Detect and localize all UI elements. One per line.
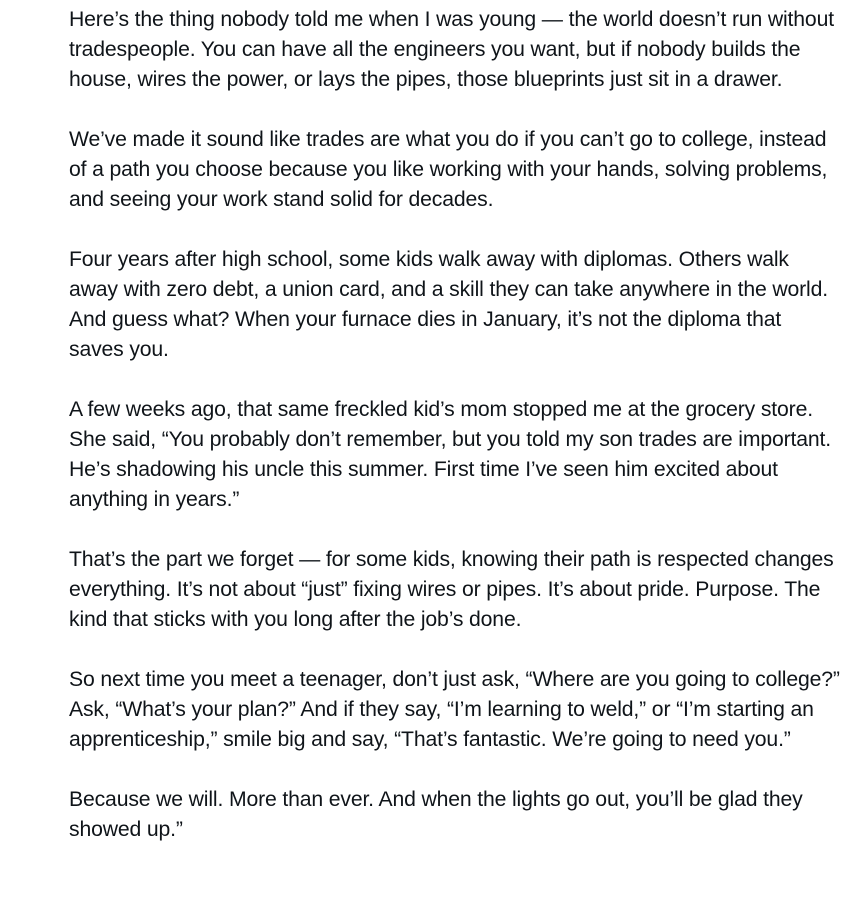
post-paragraph-6: So next time you meet a teenager, don’t just ask, “Where are you going to college?” Ask, “What’s your plan?” And if they say, “I’m learning to weld,” or “I’m starting an apprenticeship,” smile big and say, “That’s fantastic. We’re going to need you.” (69, 668, 840, 751)
post-paragraph-4: A few weeks ago, that same freckled kid’s mom stopped me at the grocery store. She said, “You probably don’t remember, but you told my son trades are important. He’s shadowing his uncle this summer. First time I’ve seen him excited about anything in years.” (69, 398, 832, 511)
post-paragraph-3: Four years after high school, some kids walk away with diplomas. Others walk away with zero debt, a union card, and a skill they can take anywhere in the world. And guess what? When your furnace dies in January, it’s not the diploma that saves you. (69, 248, 828, 361)
post-paragraph-7: Because we will. More than ever. And when the lights go out, you’ll be glad they showed up.” (69, 788, 803, 841)
post-paragraph-1: Here’s the thing nobody told me when I was young — the world doesn’t run without tradespeople. You can have all the engineers you want, but if nobody builds the house, wires the power, or lays the pipes, those blueprints just sit in a drawer. (69, 8, 834, 91)
post-paragraph-2: We’ve made it sound like trades are what you do if you can’t go to college, instead of a path you choose because you like working with your hands, solving problems, and seeing your work stand solid for decades. (69, 128, 828, 211)
post-paragraph-5: That’s the part we forget — for some kids, knowing their path is respected changes everything. It’s not about “just” fixing wires or pipes. It’s about pride. Purpose. The kind that sticks with you long after the job’s done. (69, 548, 834, 631)
